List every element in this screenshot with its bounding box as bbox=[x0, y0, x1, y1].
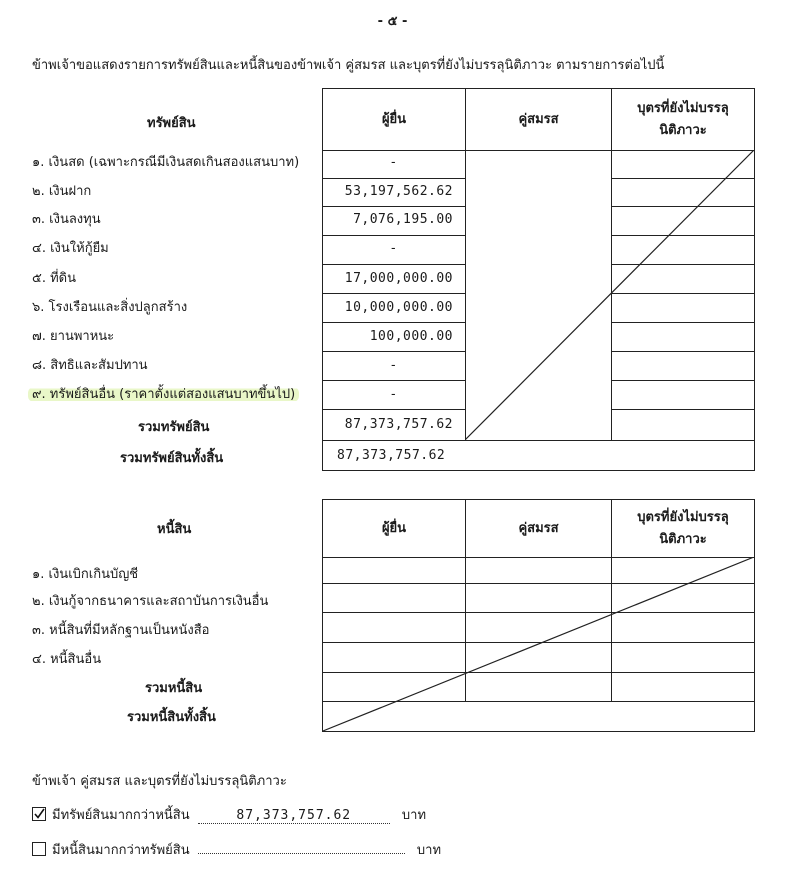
currency-label: บาท bbox=[401, 808, 427, 823]
liability-row-label: ๔. หนี้สินอื่น bbox=[32, 652, 102, 667]
intro-text: ข้าพเจ้าขอแสดงรายการทรัพย์สินและหนี้สินของข้าพเจ้า คู่สมรส และบุตรที่ยังไม่บรรลุนิติภาวะ ตามรายการต่อไปนี้ bbox=[32, 58, 665, 73]
option2-value-field bbox=[198, 839, 405, 854]
liabilities-header-child: บุตรที่ยังไม่บรรลุ นิติภาวะ bbox=[637, 509, 729, 547]
liabilities-header-spouse: คู่สมรส bbox=[466, 500, 612, 558]
liabilities-table bbox=[322, 499, 755, 732]
summary-option-liabilities-more bbox=[32, 839, 441, 860]
asset-value: 17,000,000.00 bbox=[344, 271, 453, 286]
assets-total-value: 87,373,757.62 bbox=[344, 417, 453, 432]
assets-grand-total-label: รวมทรัพย์สินทั้งสิ้น bbox=[120, 451, 224, 466]
assets-diagonal-strike bbox=[465, 150, 755, 441]
assets-grand-total-value: 87,373,757.62 bbox=[337, 448, 446, 463]
asset-value: - bbox=[389, 358, 398, 373]
liabilities-header-filer: ผู้ยื่น bbox=[323, 500, 466, 558]
asset-row-label: ๗. ยานพาหนะ bbox=[32, 329, 115, 344]
asset-row-label-highlighted: ๙. ทรัพย์สินอื่น (ราคาตั้งแต่สองแสนบาทขึ้นไป) bbox=[32, 383, 299, 404]
liabilities-diagonal-strike bbox=[323, 557, 755, 732]
liabilities-grand-total-label: รวมหนี้สินทั้งสิ้น bbox=[127, 710, 216, 725]
asset-row-label: ๔. เงินให้กู้ยืม bbox=[32, 241, 109, 256]
asset-value: - bbox=[389, 155, 398, 170]
asset-value: - bbox=[389, 241, 398, 256]
liabilities-total-label: รวมหนี้สิน bbox=[145, 681, 203, 696]
asset-value: 7,076,195.00 bbox=[353, 212, 453, 227]
summary-option-assets-more bbox=[32, 804, 426, 825]
checkbox-assets-more[interactable] bbox=[32, 807, 46, 821]
liability-row-label: ๑. เงินเบิกเกินบัญชี bbox=[32, 567, 139, 582]
asset-value: - bbox=[389, 387, 398, 402]
asset-row-label: ๕. ที่ดิน bbox=[32, 271, 77, 286]
option1-value-field: 87,373,757.62 bbox=[198, 808, 390, 824]
asset-row-label: ๒. เงินฝาก bbox=[32, 184, 92, 199]
asset-row-label: ๓. เงินลงทุน bbox=[32, 212, 101, 227]
option1-label: มีทรัพย์สินมากกว่าหนี้สิน bbox=[52, 808, 190, 823]
assets-header-spouse: คู่สมรส bbox=[466, 89, 612, 151]
asset-value: 10,000,000.00 bbox=[344, 300, 453, 315]
checkbox-liabilities-more[interactable] bbox=[32, 842, 46, 856]
assets-header-filer: ผู้ยื่น bbox=[323, 89, 466, 151]
currency-label: บาท bbox=[416, 843, 442, 858]
summary-heading: ข้าพเจ้า คู่สมรส และบุตรที่ยังไม่บรรลุนิติภาวะ bbox=[32, 774, 287, 789]
asset-value: 53,197,562.62 bbox=[344, 184, 453, 199]
asset-row-label: ๖. โรงเรือนและสิ่งปลูกสร้าง bbox=[32, 300, 188, 315]
liabilities-title: หนี้สิน bbox=[157, 522, 192, 537]
asset-value: 100,000.00 bbox=[369, 329, 453, 344]
asset-row-label: ๑. เงินสด (เฉพาะกรณีมีเงินสดเกินสองแสนบาท) bbox=[32, 155, 300, 170]
option2-label: มีหนี้สินมากกว่าทรัพย์สิน bbox=[52, 843, 190, 858]
asset-row-label: ๘. สิทธิและสัมปทาน bbox=[32, 358, 148, 373]
page-number: - ๕ - bbox=[377, 14, 408, 29]
checkmark-icon bbox=[33, 808, 45, 820]
assets-total-label: รวมทรัพย์สิน bbox=[138, 420, 210, 435]
liability-row-label: ๓. หนี้สินที่มีหลักฐานเป็นหนังสือ bbox=[32, 623, 210, 638]
liability-row-label: ๒. เงินกู้จากธนาคารและสถาบันการเงินอื่น bbox=[32, 594, 269, 609]
assets-title: ทรัพย์สิน bbox=[147, 116, 196, 131]
assets-header-child: บุตรที่ยังไม่บรรลุ นิติภาวะ bbox=[637, 100, 729, 138]
